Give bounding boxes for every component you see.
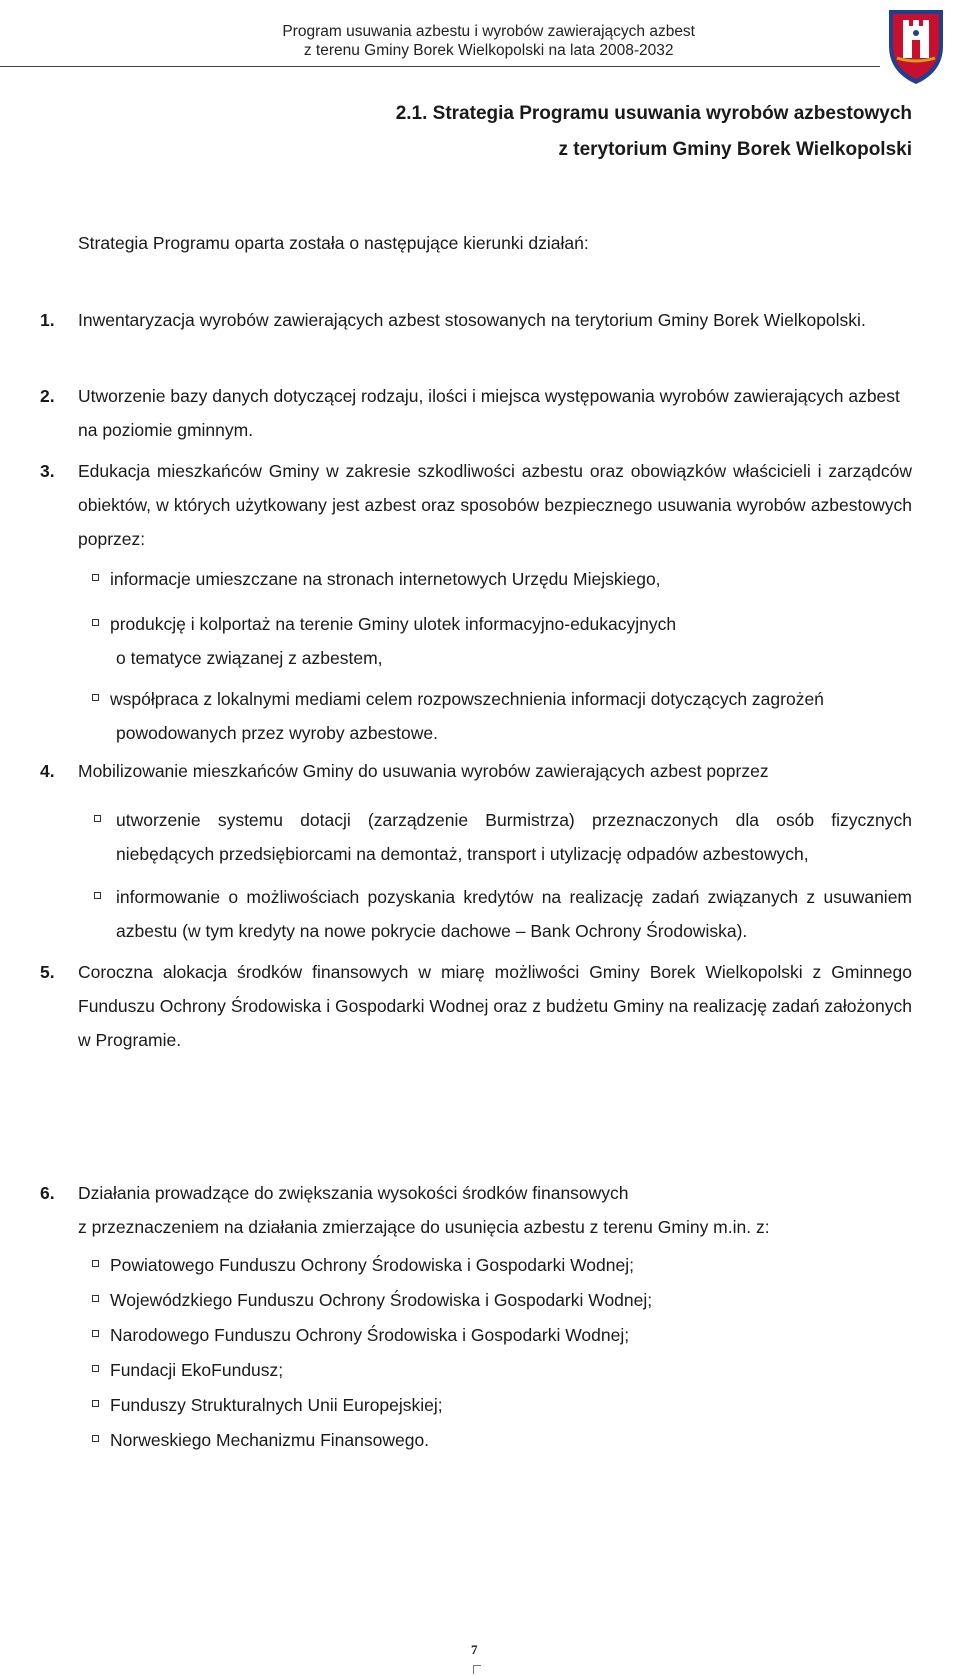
list-item-text: Wojewódzkiego Funduszu Ochrony Środowiska i Gospodarki Wodnej; bbox=[110, 1290, 653, 1310]
square-bullet-icon bbox=[92, 619, 99, 626]
item-number: 3. bbox=[40, 461, 55, 481]
list-item-text: produkcję i kolportaż na terenie Gminy ulotek informacyjno-edukacyjnych bbox=[110, 614, 677, 634]
square-bullet-icon bbox=[94, 815, 101, 822]
item-text: Utworzenie bazy danych dotyczącej rodzaju, ilości i miejsca występowania wyrobów zawierających azbest na poziomie gminnym. bbox=[78, 386, 900, 440]
square-bullet-icon bbox=[92, 1365, 99, 1372]
list-item-text: informowanie o możliwościach pozyskania kredytów na realizację zadań związanych z usuwaniem azbestu (w tym kredyty na nowe pokrycie dachowe – Bank Ochrony Środowiska). bbox=[116, 887, 912, 941]
square-bullet-icon bbox=[92, 1260, 99, 1267]
list-item bbox=[110, 682, 912, 750]
item-text: Edukacja mieszkańców Gminy w zakresie szkodliwości azbestu oraz obowiązków właścicieli i zarządców obiektów, w których użytkowany jest azbest oraz sposobów bezpiecznego usuwania wyrobów azbestowych poprzez: bbox=[78, 461, 912, 549]
list-item bbox=[110, 1248, 912, 1282]
item-number: 1. bbox=[40, 310, 55, 330]
section-title-line-1: 2.1. Strategia Programu usuwania wyrobów azbestowych bbox=[395, 103, 912, 124]
item-number: 5. bbox=[40, 962, 55, 982]
page-header bbox=[0, 0, 960, 70]
item-number: 4. bbox=[40, 761, 55, 781]
square-bullet-icon bbox=[92, 694, 99, 701]
item-text: Mobilizowanie mieszkańców Gminy do usuwania wyrobów zawierających azbest poprzez bbox=[78, 761, 769, 781]
list-item bbox=[110, 1353, 912, 1387]
header-line-1: Program usuwania azbestu i wyrobów zawierających azbest bbox=[282, 23, 695, 40]
list-item bbox=[110, 1388, 912, 1422]
item-number: 2. bbox=[40, 386, 55, 406]
square-bullet-icon bbox=[92, 1435, 99, 1442]
list-item-text: Norweskiego Mechanizmu Finansowego. bbox=[110, 1430, 430, 1450]
list-item-text-continued: o tematyce związanej z azbestem, bbox=[116, 648, 383, 668]
list-item-text: informacje umieszczane na stronach internetowych Urzędu Miejskiego, bbox=[110, 569, 661, 589]
list-item bbox=[110, 1423, 912, 1457]
item-text: Inwentaryzacja wyrobów zawierających azbest stosowanych na terytorium Gminy Borek Wielkopolski. bbox=[78, 310, 866, 330]
header-line-2: z terenu Gminy Borek Wielkopolski na lata 2008-2032 bbox=[303, 42, 674, 59]
intro-paragraph: Strategia Programu oparta została o następujące kierunki działań: bbox=[78, 233, 589, 253]
item-text-line-1: Działania prowadzące do zwiększania wysokości środków finansowych bbox=[78, 1183, 629, 1203]
list-item-text: Fundacji EkoFundusz; bbox=[110, 1360, 284, 1380]
square-bullet-icon bbox=[92, 1330, 99, 1337]
list-item-text: utworzenie systemu dotacji (zarządzenie Burmistrza) przeznaczonych dla osób fizycznych niebędących przedsiębiorcami na demontaż, transport i utylizację odpadów azbestowych, bbox=[116, 810, 912, 864]
list-item-text: współpraca z lokalnymi mediami celem rozpowszechnienia informacji dotyczących zagrożeń bbox=[110, 689, 824, 709]
corner-mark-icon bbox=[473, 1665, 481, 1674]
item-text bbox=[78, 1176, 912, 1244]
list-item-text-continued: powodowanych przez wyroby azbestowe. bbox=[116, 723, 438, 743]
coat-of-arms-icon bbox=[881, 6, 951, 86]
list-item-text: Powiatowego Funduszu Ochrony Środowiska i Gospodarki Wodnej; bbox=[110, 1255, 634, 1275]
square-bullet-icon bbox=[92, 1400, 99, 1407]
list-item-text: Funduszy Strukturalnych Unii Europejskiej; bbox=[110, 1395, 443, 1415]
page-number: 7 bbox=[471, 1642, 478, 1657]
list-item bbox=[116, 803, 912, 871]
list-item-text: Narodowego Funduszu Ochrony Środowiska i Gospodarki Wodnej; bbox=[110, 1325, 630, 1345]
square-bullet-icon bbox=[92, 1295, 99, 1302]
item-number: 6. bbox=[40, 1183, 55, 1203]
list-item bbox=[110, 607, 912, 675]
header-title bbox=[282, 22, 695, 60]
list-item bbox=[110, 1318, 912, 1352]
item-text: Coroczna alokacja środków finansowych w miarę możliwości Gminy Borek Wielkopolski z Gminnego Funduszu Ochrony Środowiska i Gospodarki Wodnej oraz z budżetu Gminy na realizację zadań założonych w Programie. bbox=[78, 962, 912, 1050]
section-title-line-2: z terytorium Gminy Borek Wielkopolski bbox=[558, 139, 912, 160]
header-divider bbox=[0, 66, 880, 67]
list-item bbox=[110, 1283, 912, 1317]
section-title bbox=[396, 96, 912, 168]
square-bullet-icon bbox=[94, 892, 101, 899]
list-item bbox=[110, 562, 912, 596]
square-bullet-icon bbox=[92, 574, 99, 581]
list-item bbox=[116, 880, 912, 948]
item-text-line-2: z przeznaczeniem na działania zmierzające do usunięcia azbestu z terenu Gminy m.in. z: bbox=[78, 1217, 770, 1237]
